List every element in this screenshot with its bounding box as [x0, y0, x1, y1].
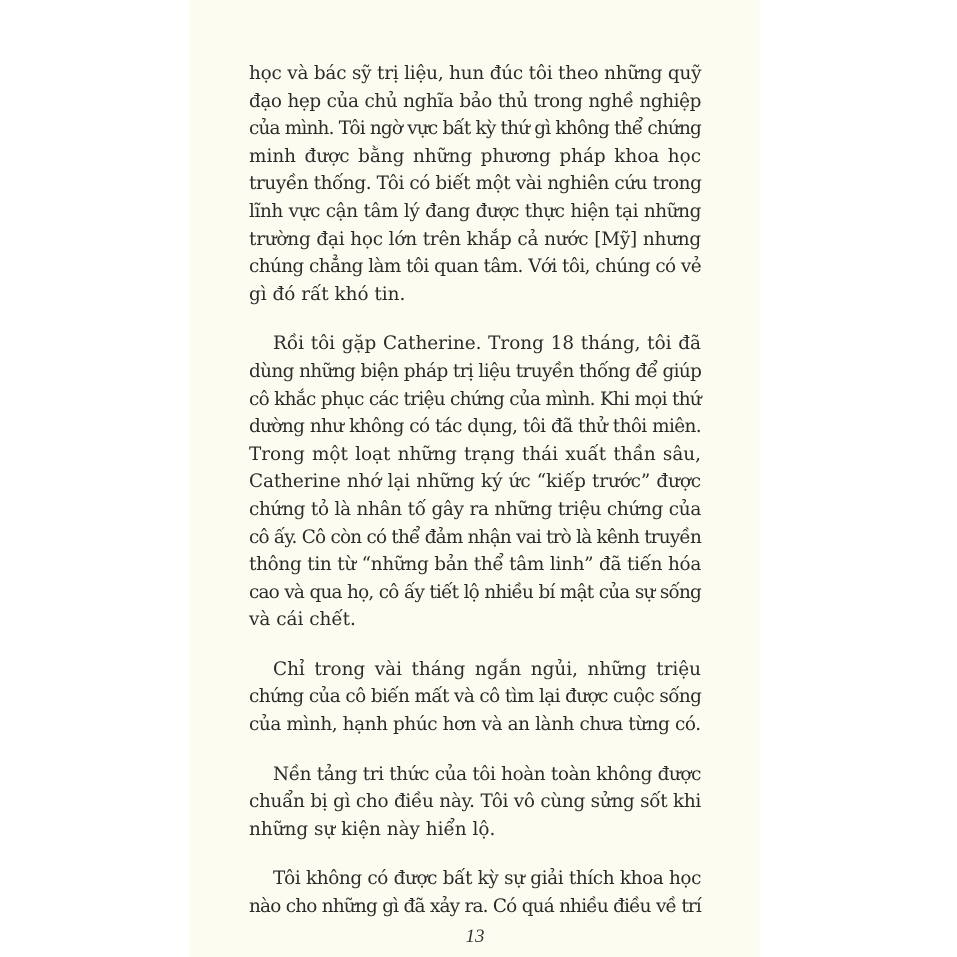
text-line: gì đó rất khó tin.	[249, 283, 406, 305]
text-line: chúng chẳng làm tôi quan tâm. Với tôi, chúng có vẻ	[249, 256, 701, 278]
text-line: cô ấy. Cô còn có thể đảm nhận vai trò là kênh truyền	[249, 526, 701, 548]
paragraph-3	[249, 656, 701, 739]
text-line: Chỉ trong vài tháng ngắn ngủi, những triệu	[273, 658, 701, 680]
text-line: thông tin từ “những bản thể tâm linh” đã tiến hóa	[249, 554, 701, 576]
text-line: Tôi không có được bất kỳ sự giải thích khoa học	[273, 868, 701, 890]
text-line: đạo hẹp của chủ nghĩa bảo thủ trong nghề nghiệp	[249, 90, 701, 112]
text-line: truyền thống. Tôi có biết một vài nghiên cứu trong	[249, 173, 702, 195]
paragraph-4	[249, 761, 701, 844]
text-line: Catherine nhớ lại những ký ức “kiếp trước” được	[249, 471, 701, 493]
text-line: Trong một loạt những trạng thái xuất thần sâu,	[249, 443, 701, 465]
text-line: của mình. Tôi ngờ vực bất kỳ thứ gì không thể chứng	[249, 118, 701, 140]
text-line: minh được bằng những phương pháp khoa học	[249, 145, 701, 167]
text-line: dùng những biện pháp trị liệu truyền thống để giúp	[249, 360, 702, 382]
body-text	[249, 60, 701, 921]
text-line: những sự kiện này hiển lộ.	[249, 818, 496, 840]
text-line: lĩnh vực cận tâm lý đang được thực hiện tại những	[249, 200, 701, 222]
book-page	[190, 0, 760, 957]
text-line: nào cho những gì đã xảy ra. Có quá nhiều điều về trí	[249, 896, 701, 918]
text-line: cô khắc phục các triệu chứng của mình. Khi mọi thứ	[249, 388, 701, 410]
text-line: cao và qua họ, cô ấy tiết lộ nhiều bí mật của sự sống	[249, 581, 701, 603]
text-line: của mình, hạnh phúc hơn và an lành chưa từng có.	[249, 714, 701, 736]
text-line: trường đại học lớn trên khắp cả nước [Mỹ] nhưng	[249, 228, 701, 250]
text-line: và cái chết.	[249, 609, 356, 631]
text-line: chứng của cô biến mất và cô tìm lại được cuộc sống	[249, 686, 702, 708]
text-line: chuẩn bị gì cho điều này. Tôi vô cùng sửng sốt khi	[249, 791, 701, 813]
text-line: dường như không có tác dụng, tôi đã thử thôi miên.	[249, 416, 701, 438]
text-line: Rồi tôi gặp Catherine. Trong 18 tháng, tôi đã	[273, 333, 701, 355]
text-line: Nền tảng tri thức của tôi hoàn toàn không được	[273, 763, 701, 785]
text-line: học và bác sỹ trị liệu, hun đúc tôi theo những quỹ	[249, 63, 702, 84]
paragraph-2	[249, 330, 701, 634]
page-number: 13	[465, 926, 485, 947]
paragraph-5	[249, 865, 701, 920]
paragraph-1	[249, 60, 701, 308]
text-line: chứng tỏ là nhân tố gây ra những triệu chứng của	[249, 498, 701, 520]
